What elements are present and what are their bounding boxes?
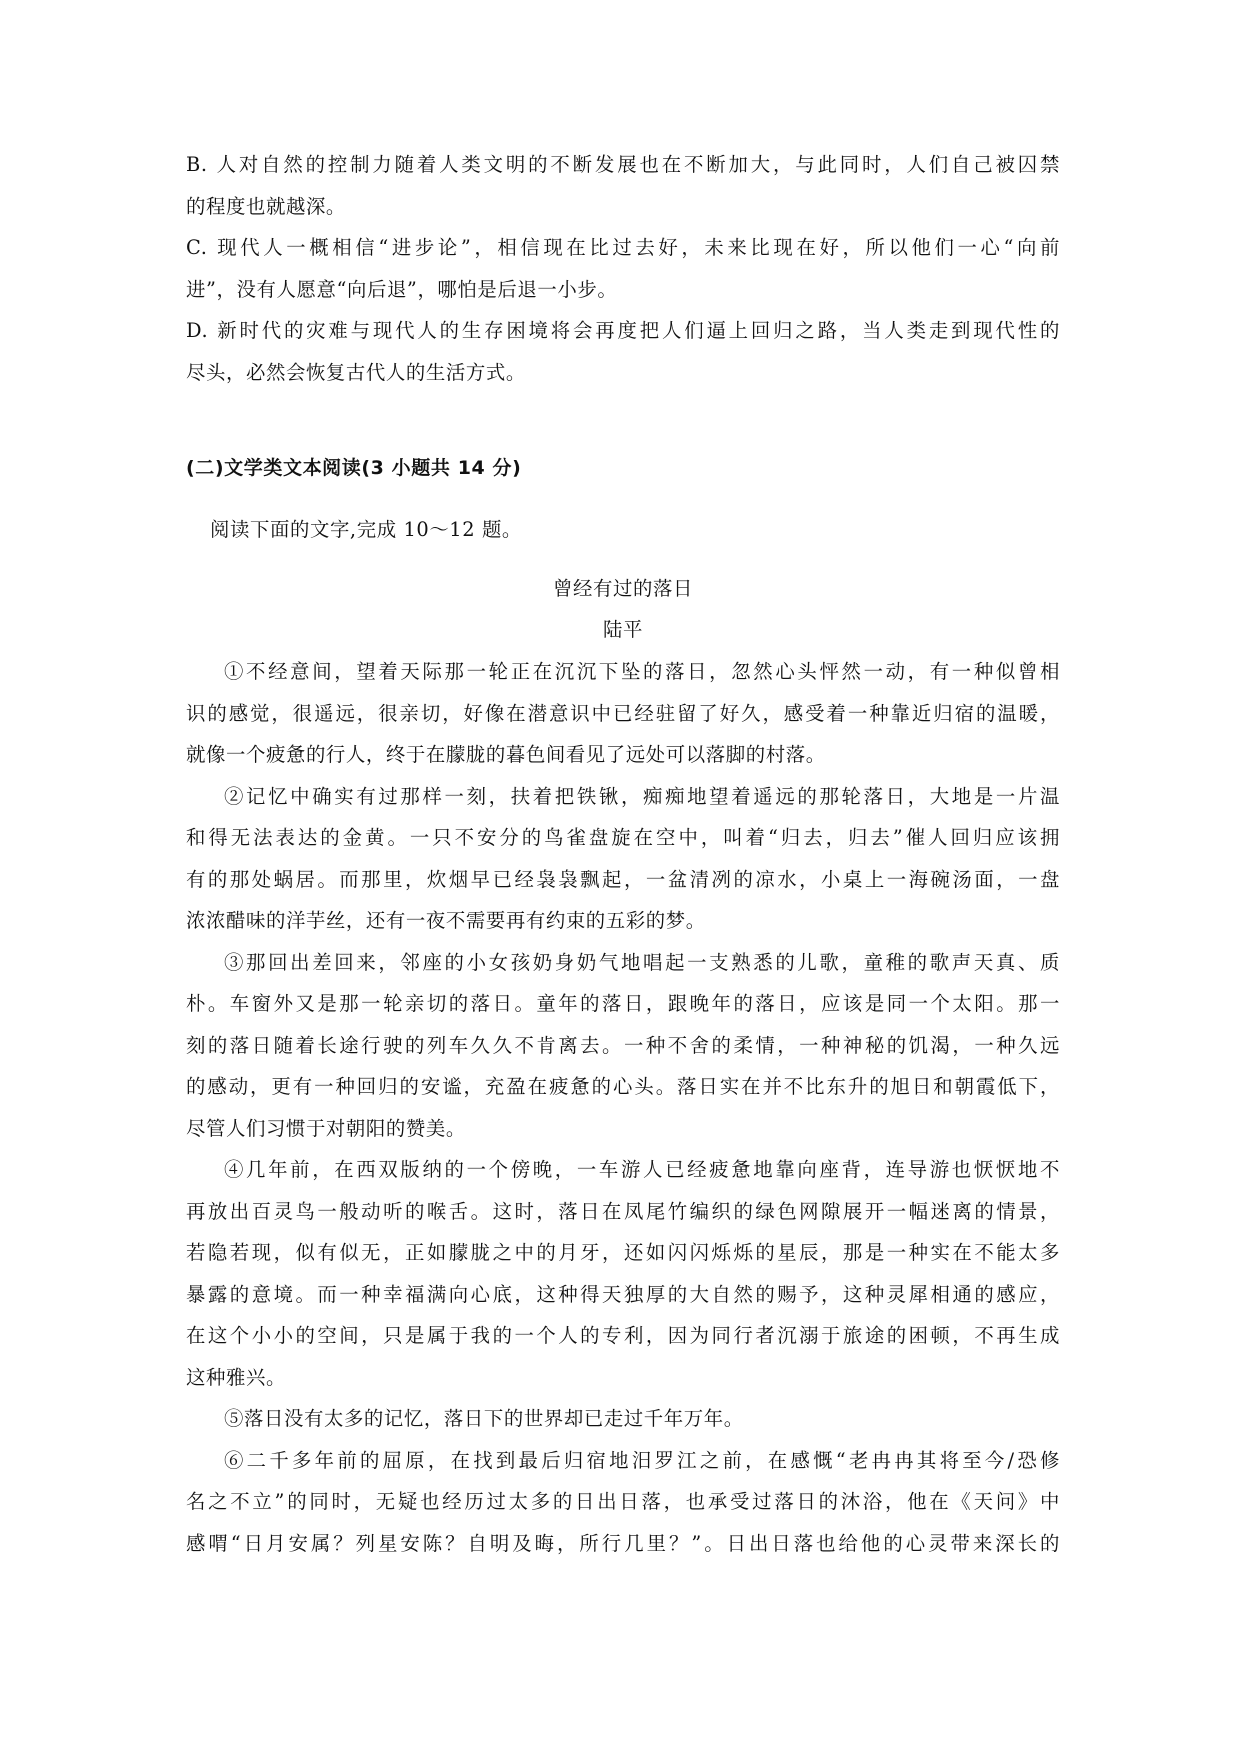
paragraph-line: 的感动，更有一种回归的安谧，充盈在疲惫的心头。落日实在并不比东升的旭日和朝霞低下， (186, 1075, 1060, 1098)
paragraph-line: ②记忆中确实有过那样一刻，扶着把铁锹，痴痴地望着遥远的那轮落日，大地是一片温 (224, 784, 1060, 808)
option-b-line-1: B. 人对自然的控制力随着人类文明的不断发展也在不断加大，与此同时，人们自己被囚禁 (186, 153, 1060, 176)
paragraph-3 (186, 942, 1060, 1150)
paragraph-line: 这种雅兴。 (186, 1365, 286, 1389)
option-b-line-2: 的程度也就越深。 (186, 194, 346, 218)
paragraph-5 (186, 1398, 1060, 1440)
paragraph-line: 名之不立”的同时，无疑也经历过太多的日出日落，也承受过落日的沐浴，他在《天问》中 (186, 1490, 1060, 1513)
paragraph-line: 刻的落日随着长途行驶的列车久久不肯离去。一种不舍的柔情，一种神秘的饥渴，一种久远 (186, 1033, 1060, 1057)
article-author: 陆平 (603, 618, 643, 641)
paragraph-6 (186, 1440, 1060, 1565)
option-c-line-2: 进”，没有人愿意“向后退”，哪怕是后退一小步。 (186, 277, 618, 301)
paragraph-line: 尽管人们习惯于对朝阳的赞美。 (186, 1116, 466, 1140)
option-c-line-1: C. 现代人一概相信“进步论”，相信现在比过去好，未来比现在好，所以他们一心“向前 (186, 236, 1060, 259)
paragraph-1 (186, 651, 1060, 776)
article-body (186, 651, 1060, 1564)
paragraph-line: 朴。车窗外又是那一轮亲切的落日。童年的落日，跟晚年的落日，应该是同一个太阳。那一 (186, 992, 1060, 1015)
option-d-line-2: 尽头，必然会恢复古代人的生活方式。 (186, 360, 526, 384)
option-d-line-1: D. 新时代的灾难与现代人的生存困境将会再度把人们逼上回归之路，当人类走到现代性的 (186, 319, 1060, 342)
paragraph-line: 再放出百灵鸟一般动听的喉舌。这时，落日在凤尾竹编织的绿色网隙展开一幅迷离的情景， (186, 1199, 1060, 1223)
paragraph-line: 在这个小小的空间，只是属于我的一个人的专利，因为同行者沉溺于旅途的困顿，不再生成 (186, 1324, 1060, 1347)
paragraph-line: 暴露的意境。而一种幸福满向心底，这种得天独厚的大自然的赐予，这种灵犀相通的感应， (186, 1282, 1060, 1306)
paragraph-2 (186, 776, 1060, 942)
paragraph-line: 浓浓醋味的洋芋丝，还有一夜不需要再有约束的五彩的梦。 (186, 909, 706, 932)
paragraph-line: ⑥二千多年前的屈原，在找到最后归宿地汨罗江之前，在感慨“老冉冉其将至今/恐修 (224, 1448, 1060, 1472)
answer-options (186, 144, 1060, 393)
paragraph-line: 感喟“日月安属？列星安陈？自明及晦，所行几里？”。日出日落也给他的心灵带来深长的 (186, 1531, 1060, 1555)
paragraph-line: ④几年前，在西双版纳的一个傍晚，一车游人已经疲惫地靠向座背，连导游也恹恹地不 (224, 1158, 1060, 1181)
paragraph-line: ⑤落日没有太多的记忆，落日下的世界却已走过千年万年。 (224, 1407, 744, 1430)
paragraph-4 (186, 1149, 1060, 1398)
instruction: 阅读下面的文字,完成 10～12 题。 (210, 518, 522, 541)
paragraph-line: 识的感觉，很遥远，很亲切，好像在潜意识中已经驻留了好久，感受着一种靠近归宿的温暖， (186, 701, 1060, 725)
paragraph-line: ①不经意间，望着天际那一轮正在沉沉下坠的落日，忽然心头怦然一动，有一种似曾相 (224, 660, 1060, 683)
paragraph-line: ③那回出差回来，邻座的小女孩奶身奶气地唱起一支熟悉的儿歌，童稚的歌声天真、质 (224, 950, 1060, 974)
article-title: 曾经有过的落日 (553, 577, 693, 600)
paragraph-line: 和得无法表达的金黄。一只不安分的鸟雀盘旋在空中，叫着“归去，归去”催人回归应该拥 (186, 826, 1060, 849)
paragraph-line: 有的那处蜗居。而那里，炊烟早已经袅袅飘起，一盆清冽的凉水，小桌上一海碗汤面，一盘 (186, 867, 1060, 891)
section-title: (二)文学类文本阅读(3 小题共 14 分) (186, 457, 522, 479)
paragraph-line: 就像一个疲惫的行人，终于在朦胧的暮色间看见了远处可以落脚的村落。 (186, 743, 826, 766)
paragraph-line: 若隐若现，似有似无，正如朦胧之中的月牙，还如闪闪烁烁的星辰，那是一种实在不能太多 (186, 1241, 1060, 1264)
